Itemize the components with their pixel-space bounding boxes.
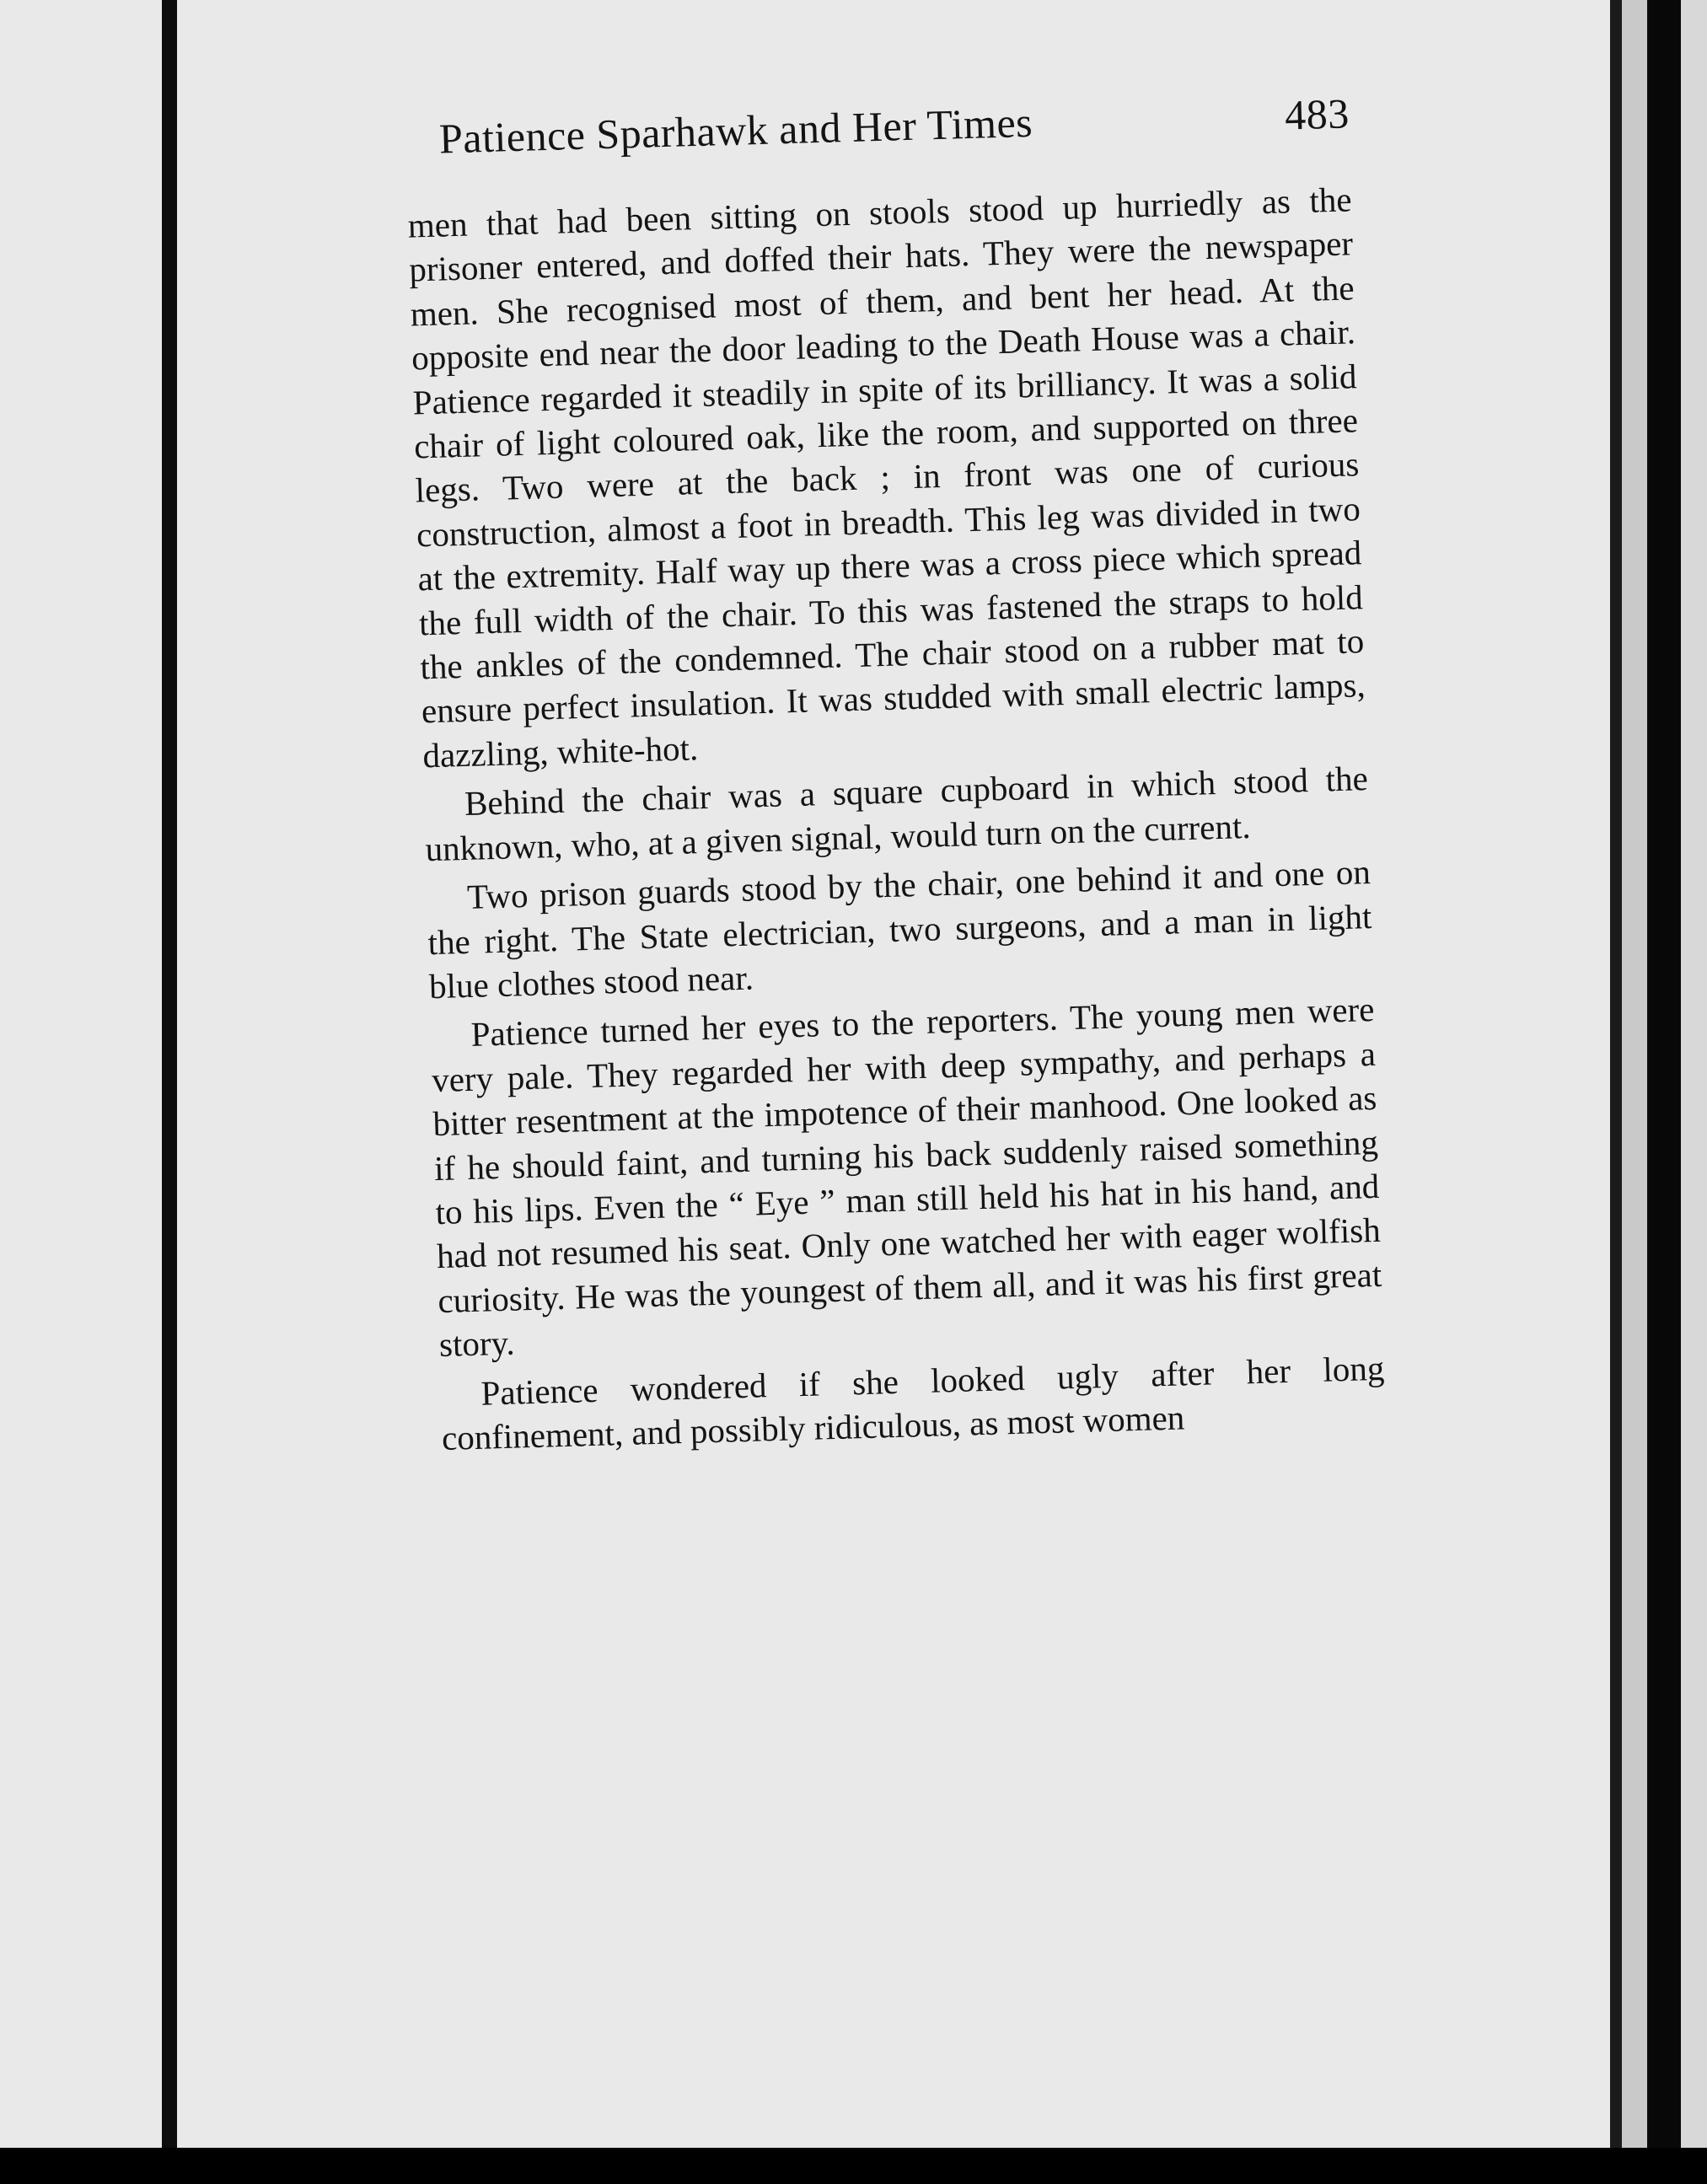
page-edge-strip — [1622, 0, 1647, 2148]
running-head-title: Patience Sparhawk and Her Times — [438, 98, 1033, 163]
paragraph: Patience wondered if she looked ugly after her long confinement, and possibly ridiculous, as most women — [441, 1348, 1385, 1457]
paragraph: Two prison guards stood by the chair, one behind it and one on the right. The State electrician, two surgeons, and a man in light blue clothes stood near. — [427, 852, 1372, 1006]
page-edge-right — [1610, 0, 1622, 2148]
paragraph: Behind the chair was a square cupboard in which stood the unknown, who, at a given signal, would turn on the current. — [424, 759, 1369, 868]
left-page-margin — [0, 0, 162, 2148]
paragraph-continued: men that had been sitting on stools stood up hurriedly as the prisoner entered, and doffed their hats. They were the newspaper men. She recognised most of them, and bent her head. At the opposite end near the door leading to the Death House was a chair. Patience regarded it steadily in spite of its brilliancy. It was a solid chair of light coloured oak, like the room, and supported on three legs. Two were at the back ; in front was one of curious construction, almost a foot in breadth. This leg was divided in two at the extremity. Half way up there was a cross piece which spread the full width of the chair. To this was fastened the straps to hold the ankles of the condemned. The chair stood on a rubber mat to ensure perfect insulation. It was studded with small electric lamps, dazzling, white-hot. — [407, 180, 1366, 775]
cover-edge-right — [1647, 0, 1681, 2148]
scan-background-right — [1681, 0, 1707, 2148]
body-text — [407, 177, 1386, 1460]
binding-shadow-left — [162, 0, 177, 2148]
page-number: 483 — [1284, 89, 1350, 139]
book-page — [405, 88, 1395, 1799]
paragraph: Patience turned her eyes to the reporters. The young men were very pale. They regarded her with deep sympathy, and perhaps a bitter resentment at the impotence of their manhood. One looked as if he should faint, and turning his back suddenly raised something to his lips. Even the “ Eye ” man still held his hat in his hand, and had not resumed his seat. Only one watched her with eager wolfish curiosity. He was the youngest of them all, and it was his first great story. — [431, 990, 1382, 1365]
